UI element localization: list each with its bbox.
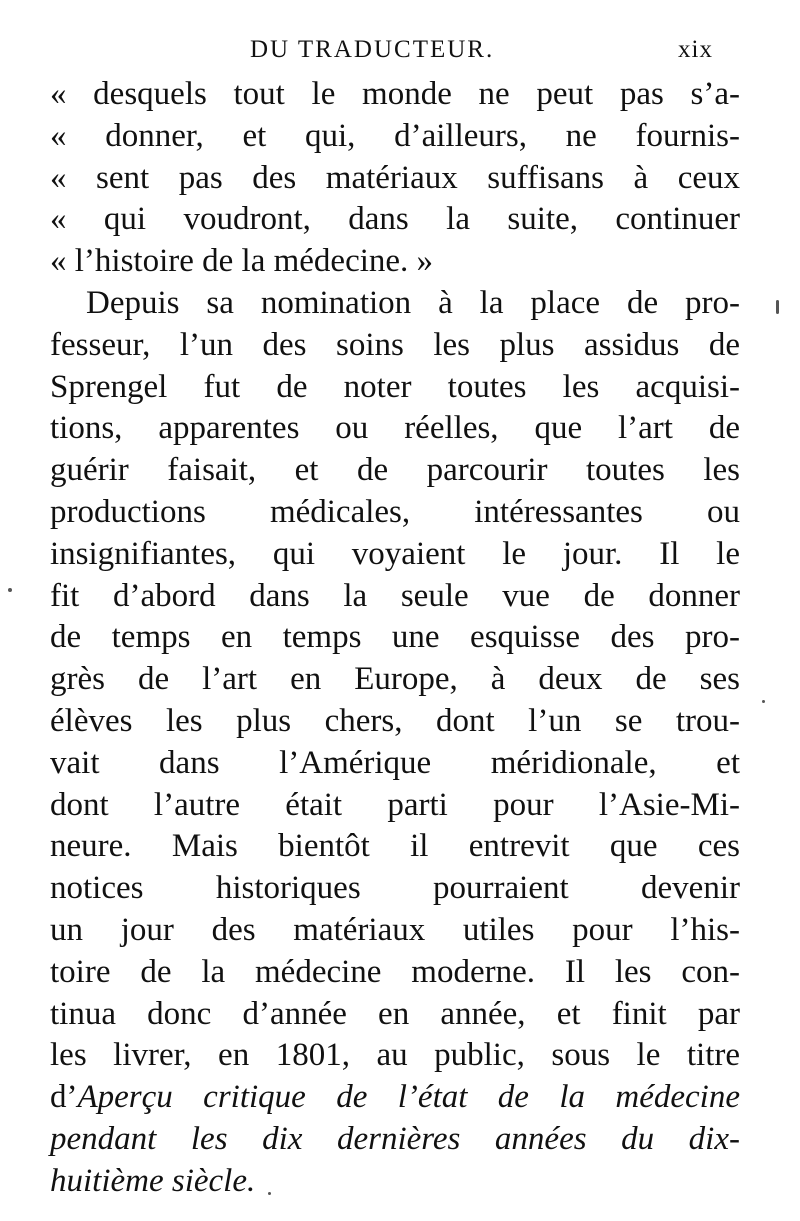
text-line-21: un jour des matériaux utiles pour l’his-: [50, 911, 740, 948]
text-line-24: les livrer, en 1801, au public, sous le titre: [50, 1037, 740, 1074]
text-line-25-prefix: d’: [50, 1079, 78, 1116]
text-line-12: insignifiantes, qui voyaient le jour. Il le: [50, 535, 740, 572]
text-line-1: « desquels tout le monde ne peut pas s’a-: [50, 76, 740, 112]
text-line-5: « l’histoire de la médecine. »: [50, 243, 434, 280]
text-line-3: « sent pas des matériaux suffisans à ceux: [50, 159, 740, 196]
running-head: [0, 30, 800, 70]
text-line-14: de temps en temps une esquisse des pro-: [50, 619, 740, 656]
title-italic-1: Aperçu critique de l’état de la médecine: [77, 1079, 740, 1116]
text-line-16: élèves les plus chers, dont l’un se trou-: [50, 702, 740, 739]
text-line-7: fesseur, l’un des soins les plus assidus de: [50, 326, 740, 363]
text-line-25: [50, 1077, 740, 1119]
text-line-13: fit d’abord dans la seule vue de donner: [50, 577, 740, 614]
ink-speck: [762, 700, 765, 703]
text-line-20: notices historiques pourraient devenir: [50, 870, 740, 907]
ink-speck: [268, 1192, 271, 1195]
text-line-17: vait dans l’Amérique méridionale, et: [50, 744, 740, 781]
text-line-18: dont l’autre était parti pour l’Asie-Mi-: [50, 786, 740, 823]
text-line-19: neure. Mais bientôt il entrevit que ces: [50, 828, 740, 865]
running-title: DU TRADUCTEUR.: [250, 36, 495, 63]
title-italic-3: huitième siècle.: [50, 1162, 256, 1199]
text-line-22: toire de la médecine moderne. Il les con-: [50, 953, 740, 990]
text-line-8: Sprengel fut de noter toutes les acquisi-: [50, 368, 740, 405]
text-line-9: tions, apparentes ou réelles, que l’art de: [50, 410, 740, 447]
text-line-6: Depuis sa nomination à la place de pro-: [86, 284, 740, 321]
text-line-2: « donner, et qui, d’ailleurs, ne fournis-: [50, 117, 740, 154]
text-line-15: grès de l’art en Europe, à deux de ses: [50, 661, 740, 698]
ink-speck: [8, 588, 12, 592]
text-line-23: tinua donc d’année en année, et finit par: [50, 995, 740, 1032]
body-text: [50, 74, 740, 1203]
page-number: xix: [678, 36, 713, 63]
text-line-11: productions médicales, intéressantes ou: [50, 493, 740, 530]
text-line-4: « qui voudront, dans la suite, continuer: [50, 201, 740, 238]
title-italic-2: pendant les dix dernières années du dix-: [50, 1120, 740, 1157]
ink-speck: [776, 300, 779, 314]
text-line-10: guérir faisait, et de parcourir toutes les: [50, 452, 740, 489]
